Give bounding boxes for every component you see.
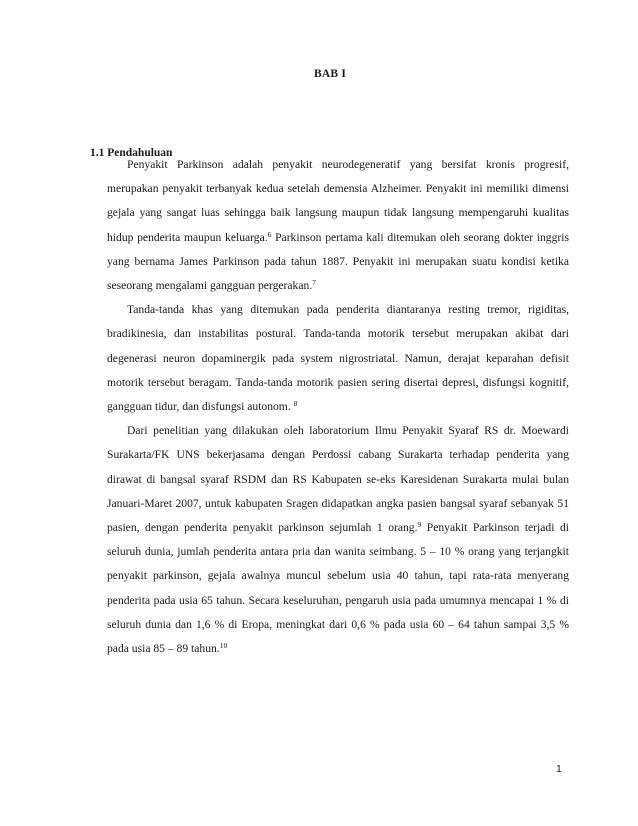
paragraph-2-text: Tanda-tanda khas yang ditemukan pada penderita diantaranya resting tremor, rigiditas, bradikinesia, dan instabilitas postural. Tanda-tanda motorik tersebut merupakan akibat dari degenerasi neuron dopaminergik pada system nigrostriatal. Namun, derajat keparahan defisit motorik tersebut beragam. Tanda-tanda motorik pasien sering disertai depresi, disfungsi kognitif, gangguan tidur, dan disfungsi autonom.	[107, 303, 569, 414]
paragraph-1	[107, 153, 569, 298]
citation-8: 8	[293, 399, 298, 409]
page-number: 1	[556, 763, 562, 775]
section-heading: 1.1 Pendahuluan	[90, 147, 173, 159]
citation-7: 7	[312, 278, 316, 288]
paragraph-3-text: Dari penelitian yang dilakukan oleh laboratorium Ilmu Penyakit Syaraf RS dr. Moewardi Surakarta/FK UNS bekerjasama dengan Perdossi cabang Surakarta terhadap penderita yang dirawat di bangsal syaraf RSDM dan RS Kabupaten se-eks Karesidenan Surakarta mulai bulan Januari-Maret 2007, untuk kabupaten Sragen didapatkan angka pasien bangsal syaraf sebanyak 51 pasien, dengan penderita penyakit parkinson sejumlah 1 orang.	[107, 424, 569, 535]
citation-10: 10	[219, 641, 228, 651]
paragraph-3	[107, 419, 569, 661]
paragraph-2	[107, 298, 569, 419]
citation-9: 9	[417, 520, 422, 530]
body-text	[107, 153, 569, 661]
citation-6: 6	[267, 229, 272, 239]
chapter-title: BAB I	[314, 68, 346, 80]
paragraph-3-text-cont: Penyakit Parkinson terjadi di seluruh dunia, jumlah penderita antara pria dan wanita seimbang. 5 – 10 % orang yang terjangkit penyakit parkinson, gejala awalnya muncul sebelum usia 40 tahun, tapi rata-rata menyerang penderita pada usia 65 tahun. Secara keseluruhan, pengaruh usia pada umumnya mencapai 1 % di seluruh dunia dan 1,6 % di Eropa, meningkat dari 0,6 % pada usia 60 – 64 tahun sampai 3,5 % pada usia 85 – 89 tahun.	[107, 521, 569, 656]
paragraph-1-text-cont: Parkinson pertama kali ditemukan oleh seorang dokter inggris yang bernama James Parkinson pada tahun 1887. Penyakit ini merupakan suatu kondisi ketika seseorang mengalami gangguan pergerakan.	[107, 230, 569, 293]
paragraph-1-text: Penyakit Parkinson adalah penyakit neurodegeneratif yang bersifat kronis progresif, merupakan penyakit terbanyak kedua setelah demensia Alzheimer. Penyakit ini memiliki dimensi gejala yang sangat luas sehingga baik langsung maupun tidak langsung mempengaruhi kualitas hidup penderita maupun keluarga.	[107, 158, 569, 244]
